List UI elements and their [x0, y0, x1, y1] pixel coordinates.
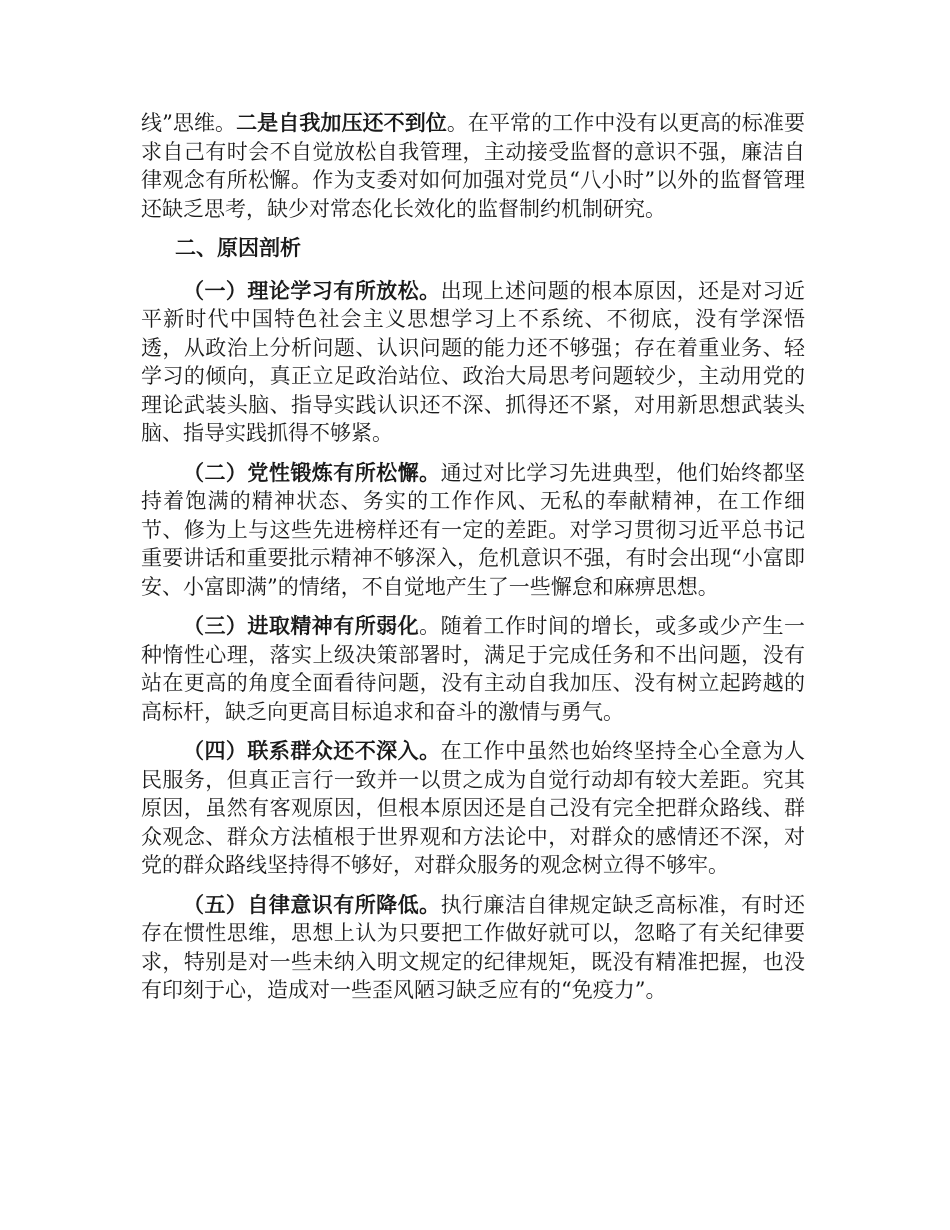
paragraph-text: 通过对比学习先进典型，他们始终都坚持着饱满的精神状态、务实的工作作风、无私的奉献精神，在工作细节、修为上与这些先进榜样还有一定的差距。对学习贯彻习近平总书记重要讲话和重要批示精神不够深入，危机意识不强，有时会出现“小富即安、小富即满”的情绪，不自觉地产生了一些懈怠和麻痹思想。 [141, 460, 806, 599]
paragraph-5 [141, 891, 805, 1005]
paragraph-2 [141, 459, 805, 602]
paragraph-bold-lead: 二是自我加压还不到位 [236, 110, 447, 135]
paragraph-text: 。随着工作时间的增长，或多或少产生一种惰性心理，落实上级决策部署时，满足于完成任务和不出问题，没有站在更高的角度全面看待问题，没有主动自我加压、没有树立起跨越的高标杆，缺乏向更高目标追求和奋斗的激情与勇气。 [141, 614, 806, 724]
paragraph-continuation [141, 109, 805, 223]
paragraph-bold-lead: （二）党性锻炼有所松懈。 [183, 459, 441, 485]
paragraph-bold-lead: （三）进取精神有所弱化 [183, 613, 420, 638]
paragraph-1 [141, 277, 805, 448]
paragraph-bold-lead: （一）理论学习有所放松。 [183, 277, 441, 303]
paragraph-bold-lead: （五）自律意识有所降低。 [183, 891, 441, 917]
paragraph-bold-lead: （四）联系群众还不深入。 [183, 738, 441, 763]
paragraph-text: 线”思维。 [141, 111, 237, 135]
paragraph-3 [141, 612, 805, 726]
paragraph-text: 出现上述问题的根本原因，还是对习近平新时代中国特色社会主义思想学习上不系统、不彻底，没有学深悟透，从政治上分析问题、认识问题的能力还不够强；存在着重业务、轻学习的倾向，真正立足政治站位、政治大局思考问题较少，主动用党的理论武装头脑、指导实践认识还不深、抓得还不紧，对用新思想武装头脑、指导实践抓得不够紧。 [141, 278, 806, 445]
section-heading: 二、原因剖析 [175, 235, 301, 260]
document-page [141, 109, 805, 1016]
paragraph-4 [141, 737, 805, 880]
paragraph-text: 执行廉洁自律规定缺乏高标准，有时还存在惯性思维，思想上认为只要把工作做好就可以，忽略了有关纪律要求，特别是对一些未纳入明文规定的纪律规矩，既没有精准把握，也没有印刻于心，造成对一些歪风陋习缺乏应有的“免疫力”。 [141, 892, 806, 1002]
paragraph-text: 在工作中虽然也始终坚持全心全意为人民服务，但真正言行一致并一以贯之成为自觉行动却有较大差距。究其原因，虽然有客观原因，但根本原因还是自己没有完全把群众路线、群众观念、群众方法植根于世界观和方法论中，对群众的感情还不深，对党的群众路线坚持得不够好，对群众服务的观念树立得不够牢。 [141, 739, 806, 877]
paragraph-text: 。在平常的工作中没有以更高的标准要求自己有时会不自觉放松自我管理，主动接受监督的意识不强，廉洁自律观念有所松懈。作为支委对如何加强对党员“八小时”以外的监督管理还缺乏思考，缺少对常态化长效化的监督制约机制研究。 [141, 111, 806, 221]
